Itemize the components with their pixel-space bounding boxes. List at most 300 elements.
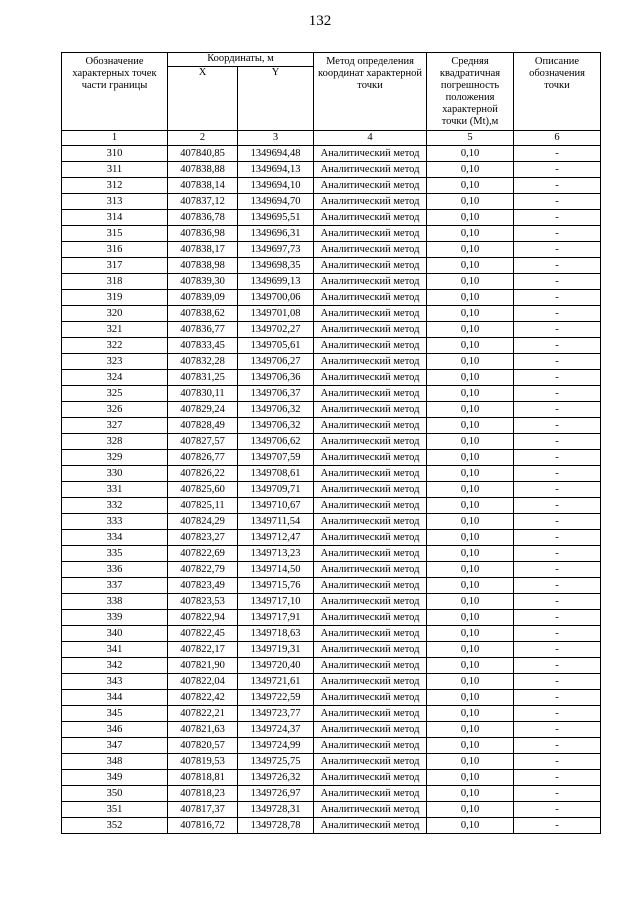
point-number-cell: 328 <box>62 434 168 450</box>
y-coordinate-cell: 1349715,76 <box>238 578 314 594</box>
accuracy-cell: 0,10 <box>427 706 514 722</box>
description-cell: - <box>514 242 601 258</box>
accuracy-cell: 0,10 <box>427 562 514 578</box>
accuracy-cell: 0,10 <box>427 146 514 162</box>
table-row <box>62 514 601 530</box>
x-coordinate-cell: 407836,98 <box>168 226 238 242</box>
y-coordinate-cell: 1349702,27 <box>238 322 314 338</box>
x-coordinate-cell: 407822,69 <box>168 546 238 562</box>
x-coordinate-cell: 407839,09 <box>168 290 238 306</box>
description-cell: - <box>514 450 601 466</box>
table-row <box>62 562 601 578</box>
method-cell: Аналитический метод <box>314 466 427 482</box>
point-number-cell: 347 <box>62 738 168 754</box>
y-coordinate-cell: 1349723,77 <box>238 706 314 722</box>
accuracy-cell: 0,10 <box>427 450 514 466</box>
table-row <box>62 402 601 418</box>
point-number-cell: 333 <box>62 514 168 530</box>
description-cell: - <box>514 738 601 754</box>
method-cell: Аналитический метод <box>314 690 427 706</box>
description-cell: - <box>514 818 601 834</box>
table-row <box>62 482 601 498</box>
method-cell: Аналитический метод <box>314 786 427 802</box>
point-number-cell: 325 <box>62 386 168 402</box>
table-row <box>62 338 601 354</box>
x-coordinate-cell: 407836,77 <box>168 322 238 338</box>
description-cell: - <box>514 674 601 690</box>
x-coordinate-cell: 407830,11 <box>168 386 238 402</box>
table-row <box>62 290 601 306</box>
method-cell: Аналитический метод <box>314 242 427 258</box>
description-cell: - <box>514 466 601 482</box>
x-coordinate-cell: 407838,62 <box>168 306 238 322</box>
x-coordinate-cell: 407840,85 <box>168 146 238 162</box>
method-cell: Аналитический метод <box>314 402 427 418</box>
point-number-cell: 313 <box>62 194 168 210</box>
table-row <box>62 802 601 818</box>
y-coordinate-cell: 1349709,71 <box>238 482 314 498</box>
description-cell: - <box>514 370 601 386</box>
y-coordinate-cell: 1349712,47 <box>238 530 314 546</box>
method-cell: Аналитический метод <box>314 210 427 226</box>
point-number-cell: 351 <box>62 802 168 818</box>
x-coordinate-cell: 407831,25 <box>168 370 238 386</box>
x-coordinate-cell: 407829,24 <box>168 402 238 418</box>
point-number-cell: 330 <box>62 466 168 482</box>
point-number-cell: 335 <box>62 546 168 562</box>
x-coordinate-cell: 407825,60 <box>168 482 238 498</box>
x-coordinate-cell: 407824,29 <box>168 514 238 530</box>
accuracy-cell: 0,10 <box>427 498 514 514</box>
description-cell: - <box>514 258 601 274</box>
point-number-cell: 343 <box>62 674 168 690</box>
x-coordinate-cell: 407816,72 <box>168 818 238 834</box>
point-number-cell: 340 <box>62 626 168 642</box>
accuracy-cell: 0,10 <box>427 674 514 690</box>
table-row <box>62 658 601 674</box>
column-number: 1 <box>62 131 168 146</box>
point-number-cell: 316 <box>62 242 168 258</box>
description-cell: - <box>514 690 601 706</box>
table-row <box>62 546 601 562</box>
point-number-cell: 314 <box>62 210 168 226</box>
y-coordinate-cell: 1349722,59 <box>238 690 314 706</box>
method-cell: Аналитический метод <box>314 290 427 306</box>
point-number-cell: 344 <box>62 690 168 706</box>
y-coordinate-cell: 1349714,50 <box>238 562 314 578</box>
table-row <box>62 722 601 738</box>
accuracy-cell: 0,10 <box>427 530 514 546</box>
method-cell: Аналитический метод <box>314 562 427 578</box>
x-coordinate-cell: 407823,49 <box>168 578 238 594</box>
table-row <box>62 418 601 434</box>
method-cell: Аналитический метод <box>314 610 427 626</box>
x-coordinate-cell: 407822,04 <box>168 674 238 690</box>
point-number-cell: 339 <box>62 610 168 626</box>
y-coordinate-cell: 1349707,59 <box>238 450 314 466</box>
description-cell: - <box>514 434 601 450</box>
x-coordinate-cell: 407827,57 <box>168 434 238 450</box>
y-coordinate-cell: 1349728,78 <box>238 818 314 834</box>
method-cell: Аналитический метод <box>314 770 427 786</box>
accuracy-cell: 0,10 <box>427 290 514 306</box>
table-row <box>62 194 601 210</box>
y-coordinate-cell: 1349711,54 <box>238 514 314 530</box>
accuracy-cell: 0,10 <box>427 594 514 610</box>
x-coordinate-cell: 407833,45 <box>168 338 238 354</box>
y-coordinate-cell: 1349717,10 <box>238 594 314 610</box>
method-cell: Аналитический метод <box>314 658 427 674</box>
x-coordinate-cell: 407836,78 <box>168 210 238 226</box>
y-coordinate-cell: 1349706,37 <box>238 386 314 402</box>
table-row <box>62 466 601 482</box>
method-cell: Аналитический метод <box>314 450 427 466</box>
method-cell: Аналитический метод <box>314 226 427 242</box>
method-cell: Аналитический метод <box>314 546 427 562</box>
accuracy-cell: 0,10 <box>427 610 514 626</box>
method-cell: Аналитический метод <box>314 258 427 274</box>
table-row <box>62 450 601 466</box>
y-coordinate-cell: 1349726,97 <box>238 786 314 802</box>
description-cell: - <box>514 418 601 434</box>
table-body <box>62 146 601 834</box>
table-row <box>62 386 601 402</box>
y-coordinate-cell: 1349717,91 <box>238 610 314 626</box>
method-cell: Аналитический метод <box>314 754 427 770</box>
accuracy-cell: 0,10 <box>427 482 514 498</box>
accuracy-cell: 0,10 <box>427 386 514 402</box>
point-number-cell: 312 <box>62 178 168 194</box>
method-cell: Аналитический метод <box>314 386 427 402</box>
x-coordinate-cell: 407822,42 <box>168 690 238 706</box>
point-number-cell: 337 <box>62 578 168 594</box>
x-coordinate-cell: 407818,81 <box>168 770 238 786</box>
y-coordinate-cell: 1349700,06 <box>238 290 314 306</box>
y-coordinate-cell: 1349705,61 <box>238 338 314 354</box>
table-row <box>62 322 601 338</box>
accuracy-cell: 0,10 <box>427 258 514 274</box>
table-row <box>62 818 601 834</box>
accuracy-cell: 0,10 <box>427 162 514 178</box>
accuracy-cell: 0,10 <box>427 274 514 290</box>
method-cell: Аналитический метод <box>314 738 427 754</box>
method-cell: Аналитический метод <box>314 594 427 610</box>
table-row <box>62 178 601 194</box>
table-header <box>62 53 601 146</box>
point-number-cell: 345 <box>62 706 168 722</box>
point-number-cell: 334 <box>62 530 168 546</box>
x-coordinate-cell: 407822,79 <box>168 562 238 578</box>
point-number-cell: 310 <box>62 146 168 162</box>
description-cell: - <box>514 802 601 818</box>
description-cell: - <box>514 482 601 498</box>
table-row <box>62 498 601 514</box>
x-coordinate-cell: 407838,98 <box>168 258 238 274</box>
column-number: 3 <box>238 131 314 146</box>
header-point-designation: Обозначение характерных точек части границы <box>62 53 168 131</box>
point-number-cell: 318 <box>62 274 168 290</box>
table-row <box>62 274 601 290</box>
accuracy-cell: 0,10 <box>427 722 514 738</box>
header-accuracy: Средняя квадратичная погрешность положения характерной точки (Mt),м <box>427 53 514 131</box>
x-coordinate-cell: 407823,27 <box>168 530 238 546</box>
table-row <box>62 434 601 450</box>
point-number-cell: 348 <box>62 754 168 770</box>
table-row <box>62 258 601 274</box>
accuracy-cell: 0,10 <box>427 418 514 434</box>
table-row <box>62 146 601 162</box>
x-coordinate-cell: 407826,77 <box>168 450 238 466</box>
y-coordinate-cell: 1349718,63 <box>238 626 314 642</box>
point-number-cell: 326 <box>62 402 168 418</box>
point-number-cell: 342 <box>62 658 168 674</box>
description-cell: - <box>514 338 601 354</box>
y-coordinate-cell: 1349706,32 <box>238 402 314 418</box>
x-coordinate-cell: 407837,12 <box>168 194 238 210</box>
method-cell: Аналитический метод <box>314 802 427 818</box>
accuracy-cell: 0,10 <box>427 466 514 482</box>
y-coordinate-cell: 1349706,32 <box>238 418 314 434</box>
description-cell: - <box>514 498 601 514</box>
method-cell: Аналитический метод <box>314 370 427 386</box>
description-cell: - <box>514 530 601 546</box>
method-cell: Аналитический метод <box>314 818 427 834</box>
method-cell: Аналитический метод <box>314 578 427 594</box>
accuracy-cell: 0,10 <box>427 770 514 786</box>
description-cell: - <box>514 626 601 642</box>
point-number-cell: 336 <box>62 562 168 578</box>
description-cell: - <box>514 354 601 370</box>
y-coordinate-cell: 1349724,37 <box>238 722 314 738</box>
table-row <box>62 738 601 754</box>
method-cell: Аналитический метод <box>314 514 427 530</box>
method-cell: Аналитический метод <box>314 498 427 514</box>
accuracy-cell: 0,10 <box>427 370 514 386</box>
description-cell: - <box>514 226 601 242</box>
x-coordinate-cell: 407821,63 <box>168 722 238 738</box>
table-row <box>62 578 601 594</box>
x-coordinate-cell: 407822,94 <box>168 610 238 626</box>
point-number-cell: 346 <box>62 722 168 738</box>
point-number-cell: 315 <box>62 226 168 242</box>
accuracy-cell: 0,10 <box>427 178 514 194</box>
accuracy-cell: 0,10 <box>427 818 514 834</box>
method-cell: Аналитический метод <box>314 674 427 690</box>
y-coordinate-cell: 1349725,75 <box>238 754 314 770</box>
description-cell: - <box>514 386 601 402</box>
point-number-cell: 349 <box>62 770 168 786</box>
description-cell: - <box>514 706 601 722</box>
description-cell: - <box>514 210 601 226</box>
description-cell: - <box>514 610 601 626</box>
y-coordinate-cell: 1349726,32 <box>238 770 314 786</box>
column-numbers-row <box>62 131 601 146</box>
y-coordinate-cell: 1349706,62 <box>238 434 314 450</box>
table-row <box>62 530 601 546</box>
x-coordinate-cell: 407820,57 <box>168 738 238 754</box>
point-number-cell: 320 <box>62 306 168 322</box>
method-cell: Аналитический метод <box>314 146 427 162</box>
page-number: 132 <box>308 13 332 29</box>
x-coordinate-cell: 407826,22 <box>168 466 238 482</box>
x-coordinate-cell: 407838,14 <box>168 178 238 194</box>
table-row <box>62 210 601 226</box>
accuracy-cell: 0,10 <box>427 578 514 594</box>
description-cell: - <box>514 306 601 322</box>
accuracy-cell: 0,10 <box>427 626 514 642</box>
description-cell: - <box>514 562 601 578</box>
table-row <box>62 610 601 626</box>
y-coordinate-cell: 1349706,27 <box>238 354 314 370</box>
description-cell: - <box>514 546 601 562</box>
y-coordinate-cell: 1349710,67 <box>238 498 314 514</box>
y-coordinate-cell: 1349701,08 <box>238 306 314 322</box>
accuracy-cell: 0,10 <box>427 514 514 530</box>
table-row <box>62 642 601 658</box>
point-number-cell: 311 <box>62 162 168 178</box>
point-number-cell: 327 <box>62 418 168 434</box>
description-cell: - <box>514 658 601 674</box>
header-coordinates: Координаты, м <box>168 53 314 67</box>
accuracy-cell: 0,10 <box>427 338 514 354</box>
x-coordinate-cell: 407818,23 <box>168 786 238 802</box>
accuracy-cell: 0,10 <box>427 306 514 322</box>
point-number-cell: 332 <box>62 498 168 514</box>
description-cell: - <box>514 594 601 610</box>
method-cell: Аналитический метод <box>314 274 427 290</box>
description-cell: - <box>514 642 601 658</box>
point-number-cell: 352 <box>62 818 168 834</box>
table-row <box>62 786 601 802</box>
header-description: Описание обозначения точки <box>514 53 601 131</box>
y-coordinate-cell: 1349694,48 <box>238 146 314 162</box>
column-number: 2 <box>168 131 238 146</box>
point-number-cell: 338 <box>62 594 168 610</box>
method-cell: Аналитический метод <box>314 418 427 434</box>
description-cell: - <box>514 162 601 178</box>
x-coordinate-cell: 407838,17 <box>168 242 238 258</box>
point-number-cell: 350 <box>62 786 168 802</box>
description-cell: - <box>514 322 601 338</box>
y-coordinate-cell: 1349706,36 <box>238 370 314 386</box>
accuracy-cell: 0,10 <box>427 690 514 706</box>
y-coordinate-cell: 1349696,31 <box>238 226 314 242</box>
point-number-cell: 321 <box>62 322 168 338</box>
point-number-cell: 324 <box>62 370 168 386</box>
description-cell: - <box>514 194 601 210</box>
method-cell: Аналитический метод <box>314 722 427 738</box>
description-cell: - <box>514 146 601 162</box>
description-cell: - <box>514 770 601 786</box>
point-number-cell: 323 <box>62 354 168 370</box>
method-cell: Аналитический метод <box>314 194 427 210</box>
point-number-cell: 322 <box>62 338 168 354</box>
method-cell: Аналитический метод <box>314 434 427 450</box>
method-cell: Аналитический метод <box>314 306 427 322</box>
y-coordinate-cell: 1349694,10 <box>238 178 314 194</box>
table-row <box>62 626 601 642</box>
header-x: X <box>168 67 238 131</box>
x-coordinate-cell: 407822,21 <box>168 706 238 722</box>
table-row <box>62 242 601 258</box>
method-cell: Аналитический метод <box>314 162 427 178</box>
method-cell: Аналитический метод <box>314 354 427 370</box>
x-coordinate-cell: 407817,37 <box>168 802 238 818</box>
x-coordinate-cell: 407839,30 <box>168 274 238 290</box>
table-row <box>62 594 601 610</box>
y-coordinate-cell: 1349695,51 <box>238 210 314 226</box>
method-cell: Аналитический метод <box>314 482 427 498</box>
y-coordinate-cell: 1349713,23 <box>238 546 314 562</box>
header-method: Метод определения координат характерной точки <box>314 53 427 131</box>
method-cell: Аналитический метод <box>314 322 427 338</box>
table-row <box>62 770 601 786</box>
point-number-cell: 317 <box>62 258 168 274</box>
x-coordinate-cell: 407832,28 <box>168 354 238 370</box>
y-coordinate-cell: 1349697,73 <box>238 242 314 258</box>
column-number: 4 <box>314 131 427 146</box>
point-number-cell: 329 <box>62 450 168 466</box>
method-cell: Аналитический метод <box>314 530 427 546</box>
description-cell: - <box>514 178 601 194</box>
method-cell: Аналитический метод <box>314 706 427 722</box>
boundary-points-table <box>61 52 601 834</box>
x-coordinate-cell: 407838,88 <box>168 162 238 178</box>
method-cell: Аналитический метод <box>314 642 427 658</box>
accuracy-cell: 0,10 <box>427 226 514 242</box>
y-coordinate-cell: 1349724,99 <box>238 738 314 754</box>
point-number-cell: 319 <box>62 290 168 306</box>
description-cell: - <box>514 290 601 306</box>
description-cell: - <box>514 722 601 738</box>
accuracy-cell: 0,10 <box>427 546 514 562</box>
accuracy-cell: 0,10 <box>427 194 514 210</box>
table-row <box>62 370 601 386</box>
accuracy-cell: 0,10 <box>427 354 514 370</box>
x-coordinate-cell: 407822,17 <box>168 642 238 658</box>
x-coordinate-cell: 407822,45 <box>168 626 238 642</box>
table-row <box>62 162 601 178</box>
table-row <box>62 354 601 370</box>
method-cell: Аналитический метод <box>314 338 427 354</box>
y-coordinate-cell: 1349694,70 <box>238 194 314 210</box>
y-coordinate-cell: 1349698,35 <box>238 258 314 274</box>
accuracy-cell: 0,10 <box>427 242 514 258</box>
header-y: Y <box>238 67 314 131</box>
x-coordinate-cell: 407825,11 <box>168 498 238 514</box>
x-coordinate-cell: 407819,53 <box>168 754 238 770</box>
method-cell: Аналитический метод <box>314 178 427 194</box>
accuracy-cell: 0,10 <box>427 402 514 418</box>
accuracy-cell: 0,10 <box>427 322 514 338</box>
point-number-cell: 331 <box>62 482 168 498</box>
description-cell: - <box>514 754 601 770</box>
y-coordinate-cell: 1349720,40 <box>238 658 314 674</box>
accuracy-cell: 0,10 <box>427 642 514 658</box>
x-coordinate-cell: 407823,53 <box>168 594 238 610</box>
description-cell: - <box>514 578 601 594</box>
x-coordinate-cell: 407821,90 <box>168 658 238 674</box>
table-row <box>62 706 601 722</box>
y-coordinate-cell: 1349699,13 <box>238 274 314 290</box>
y-coordinate-cell: 1349719,31 <box>238 642 314 658</box>
accuracy-cell: 0,10 <box>427 658 514 674</box>
description-cell: - <box>514 402 601 418</box>
x-coordinate-cell: 407828,49 <box>168 418 238 434</box>
column-number: 5 <box>427 131 514 146</box>
method-cell: Аналитический метод <box>314 626 427 642</box>
table-row <box>62 754 601 770</box>
